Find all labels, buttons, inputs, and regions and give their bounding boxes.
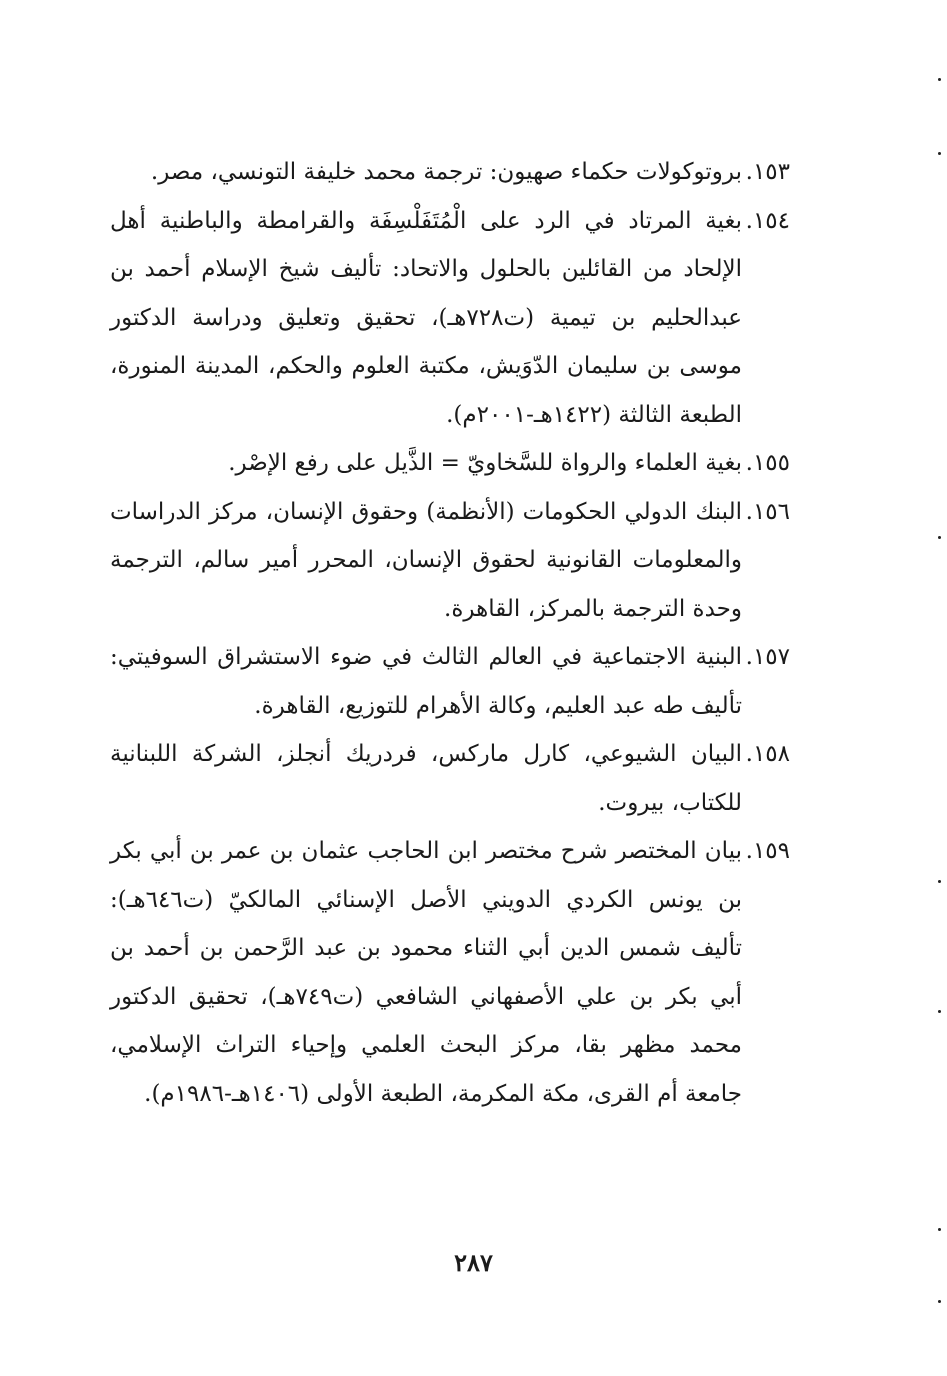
bibliography-entry <box>110 827 790 1118</box>
entry-text: بغية العلماء والرواة للسَّخاويّ = الذَّيل على رفع الإصْر. <box>228 450 742 476</box>
scan-speck <box>938 880 941 883</box>
scan-speck <box>938 1010 941 1013</box>
entry-number: ١٥٨. <box>745 741 790 767</box>
bibliography-entry <box>110 148 790 197</box>
entry-text: البنك الدولي الحكومات (الأنظمة) وحقوق الإنسان، مركز الدراسات والمعلومات القانونية لحقوق الإنسان، المحرر أمير سالم، الترجمة وحدة الترجمة بالمركز، القاهرة. <box>110 498 742 622</box>
scan-speck <box>938 1300 941 1303</box>
entry-number: ١٥٣. <box>745 159 790 185</box>
scan-speck <box>938 152 941 155</box>
entry-text: بغية المرتاد في الرد على الْمُتَفَلْسِفَة والقرامطة والباطنية أهل الإلحاد من القائلين بالحلول والاتحاد: تأليف شيخ الإسلام أحمد بن عبدالحليم بن تيمية (ت٧٢٨هـ)، تحقيق وتعليق ودراسة الدكتور موسى بن سليمان الدّوَيش، مكتبة العلوم والحكم، المدينة المنورة، الطبعة الثالثة (١٤٢٢هـ-٢٠٠١م). <box>110 207 742 428</box>
entry-number: ١٥٥. <box>745 450 790 476</box>
bibliography-list <box>110 148 790 1118</box>
bibliography-entry <box>110 633 790 730</box>
entry-text: البيان الشيوعي، كارل ماركس، فردريك أنجلز، الشركة اللبنانية للكتاب، بيروت. <box>110 741 742 816</box>
entry-number: ١٥٤. <box>745 207 790 234</box>
entry-number: ١٥٦. <box>745 498 790 525</box>
entry-text: بيان المختصر شرح مختصر ابن الحاجب عثمان بن عمر بن أبي بكر بن يونس الكردي الدويني الأصل الإسنائي المالكيّ (ت٦٤٦هـ): تأليف شمس الدين أبي الثناء محمود بن عبد الرَّحمن بن أحمد بن أبي بكر بن علي الأصفهاني الشافعي (ت٧٤٩هـ)، تحقيق الدكتور محمد مظهر بقا، مركز البحث العلمي وإحياء التراث الإسلامي، جامعة أم القرى، مكة المكرمة، الطبعة الأولى (١٤٠٦هـ-١٩٨٦م). <box>110 838 743 1107</box>
bibliography-entry <box>110 730 790 827</box>
entry-number: ١٥٩. <box>745 838 790 864</box>
scan-speck <box>938 78 941 81</box>
scan-speck <box>938 536 941 539</box>
entry-number: ١٥٧. <box>745 644 790 670</box>
scan-speck <box>938 1228 941 1231</box>
bibliography-entry <box>110 197 790 440</box>
page-number: ٢٨٧ <box>454 1248 493 1277</box>
bibliography-entry <box>110 439 790 488</box>
bibliography-entry <box>110 488 790 634</box>
entry-text: البنية الاجتماعية في العالم الثالث في ضوء الاستشراق السوفيتي: تأليف طه عبد العليم، وكالة الأهرام للتوزيع، القاهرة. <box>110 644 742 719</box>
entry-text: بروتوكولات حكماء صهيون: ترجمة محمد خليفة التونسي، مصر. <box>150 159 742 185</box>
